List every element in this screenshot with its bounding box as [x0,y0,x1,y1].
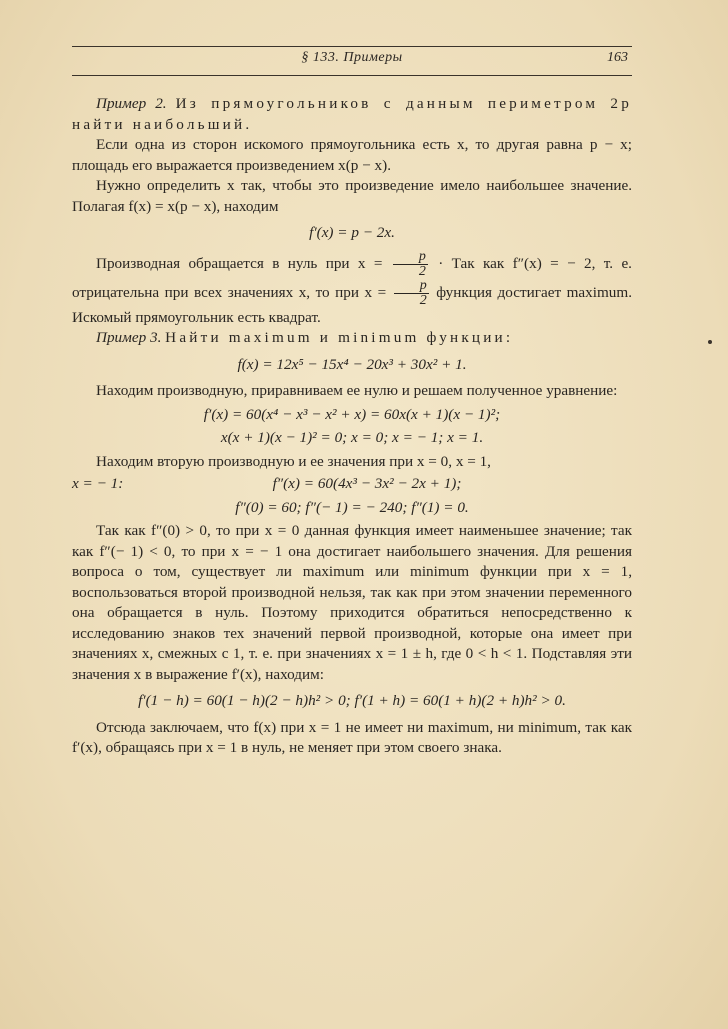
example-3-label: Пример 3. [96,329,162,346]
fraction-p-over-2: $\frac{p}{2}$ [394,279,429,308]
example-3-paragraph-4: Отсюда заключаем, что f(x) при x = 1 не имеет ни maximum, ни minimum, так как f′(x), обращаясь при x = 1 в нуль, не меняет при этом своего знака. [72,718,632,756]
fraction-p-over-2: $\frac{p}{2}$ [393,250,428,279]
example-3-statement [72,328,632,349]
example-3-paragraph-2: Находим вторую производную и ее значения при x = 0, x = 1, [96,452,491,470]
example-2-equation-1: f′(x) = p − 2x. [309,224,395,241]
example-2-paragraph-1: Если одна из сторон искомого прямоугольника есть x, то другая равна p − x; площадь его выражается произведением x(p − x). [72,136,632,174]
example-3-paragraph-1: Находим производную, приравниваем ее нулю и решаем полученное уравнение: [96,382,618,399]
example-3-equation-4: f″(x) = 60(4x³ − 3x² − 2x + 1); [272,475,462,492]
example-3-paragraph-2-cont: x = − 1: [72,475,124,492]
example-2-statement [72,94,632,135]
ink-speck [708,340,712,344]
example-2-label: Пример 2. [96,95,167,112]
example-3-paragraph-3: Так как f″(0) > 0, то при x = 0 данная функция имеет наименьшее значение; так как f″(− 1) < 0, то при x = − 1 она достигает наибольшего значения. Для решения вопроса о том, существует ли maximum или minimum функции при x = 1, воспользоваться второй производной нельзя, так как при этом значении переменного она обращается в нуль. Поэтому приходится обратиться непосредственно к исследованию знаков тех значений первой производной, которые она имеет при значениях x, смежных с 1, т. е. при значениях x = 1 ± h, где 0 < h < 1. Подставляя эти значения x в выражение f′(x), находим: [72,522,632,683]
page-number: 163 [607,50,628,65]
section-title: § 133. Примеры [301,50,403,65]
example-3-equation-1: f(x) = 12x⁵ − 15x⁴ − 20x³ + 30x² + 1. [237,355,467,373]
example-2-paragraph-3: Производная обращается в нуль при x = $\frac{p}{2}$ · Так как f″(x) = − 2, т. е. отрицательна при всех значениях x, то при x = $\frac{p}{2}$ функция достигает maximum. Искомый прямоугольник есть квадрат. [72,248,632,326]
example-2-paragraph-2: Нужно определить x так, чтобы это произведение имело наибольшее значение. Полагая f(x) = x(p − x), находим [72,177,632,215]
example-3-equation-2: f′(x) = 60(x⁴ − x³ − x² + x) = 60x(x + 1)(x − 1)²; [203,405,501,423]
example-3-title: Найти maximum и minimum функции: [165,329,514,346]
example-3-equation-6: f′(1 − h) = 60(1 − h)(2 − h)h² > 0; f′(1 + h) = 60(1 + h)(2 + h)h² > 0. [138,692,566,709]
text-body [72,94,632,759]
example-3-equation-4-row [72,474,632,495]
example-2-title: Из прямоугольников с данным периметром 2p найти наибольший. [72,95,632,133]
running-header [72,46,632,76]
example-3-equation-3: x(x + 1)(x − 1)² = 0; x = 0; x = − 1; x = 1. [220,429,484,446]
example-3-equation-5: f″(0) = 60; f″(− 1) = − 240; f″(1) = 0. [235,498,469,516]
